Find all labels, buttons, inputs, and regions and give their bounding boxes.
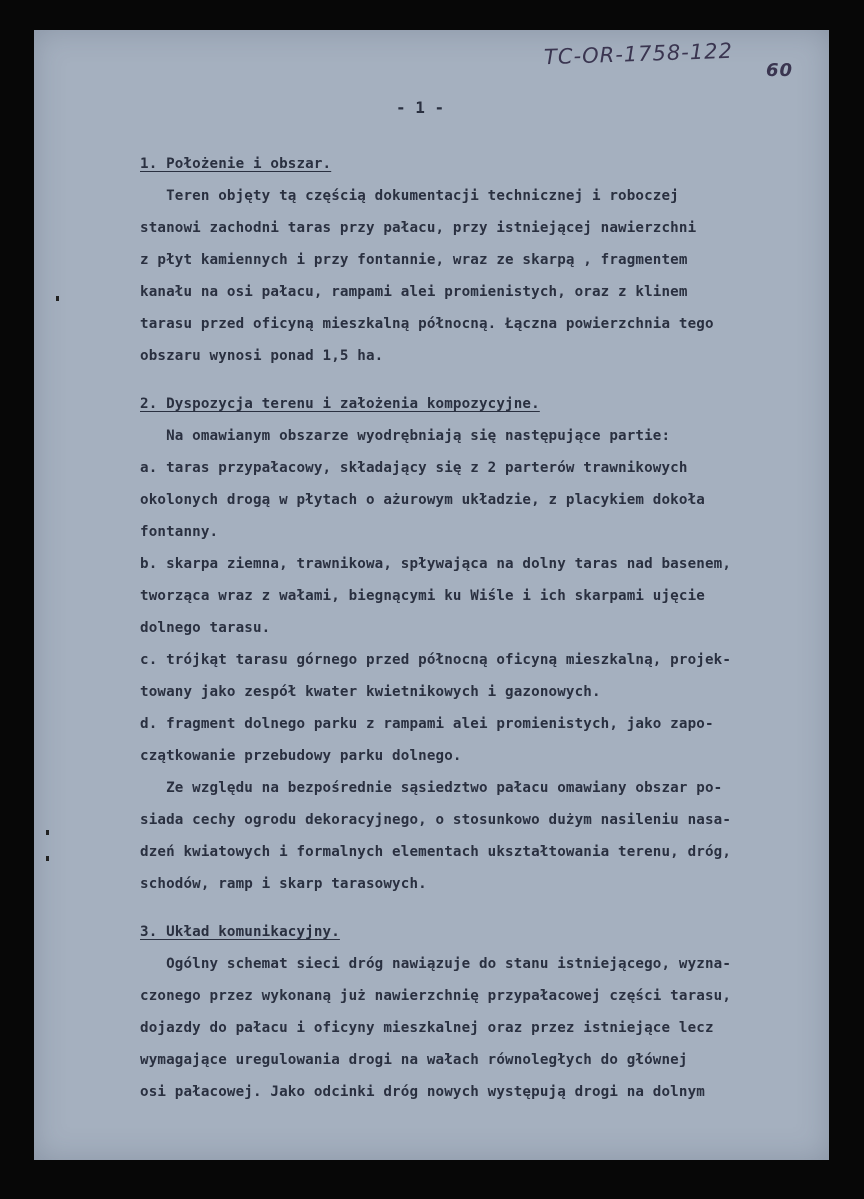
text-line: Teren objęty tą częścią dokumentacji technicznej i roboczej bbox=[140, 188, 697, 204]
section-heading: 2. Dyspozycja terenu i założenia kompozycyjne. bbox=[140, 396, 540, 412]
text-line: schodów, ramp i skarp tarasowych. bbox=[140, 876, 427, 892]
section-heading: 3. Układ komunikacyjny. bbox=[140, 924, 340, 940]
text-line: dojazdy do pałacu i oficyny mieszkalnej oraz przez istniejące lecz bbox=[140, 1020, 714, 1036]
text-line: osi pałacowej. Jako odcinki dróg nowych występują drogi na dolnym bbox=[140, 1084, 705, 1100]
text-line: tworząca wraz z wałami, biegnącymi ku Wiśle i ich skarpami ujęcie bbox=[140, 588, 705, 604]
text-line: czonego przez wykonaną już nawierzchnię przypałacowej części tarasu, bbox=[140, 988, 732, 1004]
binding-hole-mark bbox=[46, 856, 49, 861]
section-heading: 1. Położenie i obszar. bbox=[140, 156, 332, 172]
text-line: Ze względu na bezpośrednie sąsiedztwo pałacu omawiany obszar po- bbox=[140, 780, 723, 796]
text-line: czątkowanie przebudowy parku dolnego. bbox=[140, 748, 462, 764]
text-line: wymagające uregulowania drogi na wałach równoległych do głównej bbox=[140, 1052, 688, 1068]
document-page bbox=[34, 30, 829, 1160]
text-line: b. skarpa ziemna, trawnikowa, spływająca na dolny taras nad basenem, bbox=[140, 556, 732, 572]
folio-number: 60 bbox=[766, 60, 794, 81]
text-line: Na omawianym obszarze wyodrębniają się następujące partie: bbox=[140, 428, 671, 444]
text-line: fontanny. bbox=[140, 524, 219, 540]
text-line: siada cechy ogrodu dekoracyjnego, o stosunkowo dużym nasileniu nasa- bbox=[140, 812, 732, 828]
archive-reference: TC-OR-1758-122 bbox=[543, 38, 734, 70]
text-line: stanowi zachodni taras przy pałacu, przy istniejącej nawierzchni bbox=[140, 220, 697, 236]
binding-hole-mark bbox=[46, 830, 49, 835]
text-line: tarasu przed oficyną mieszkalną północną. Łączna powierzchnia tego bbox=[140, 316, 714, 332]
text-line: c. trójkąt tarasu górnego przed północną oficyną mieszkalną, projek- bbox=[140, 652, 732, 668]
page-number: - 1 - bbox=[396, 98, 445, 117]
text-line: z płyt kamiennych i przy fontannie, wraz ze skarpą , fragmentem bbox=[140, 252, 688, 268]
binding-hole-mark bbox=[56, 296, 59, 301]
text-line: towany jako zespół kwater kwietnikowych i gazonowych. bbox=[140, 684, 601, 700]
text-line: okolonych drogą w płytach o ażurowym układzie, z placykiem dokoła bbox=[140, 492, 705, 508]
text-line: a. taras przypałacowy, składający się z 2 parterów trawnikowych bbox=[140, 460, 688, 476]
text-line: dzeń kwiatowych i formalnych elementach ukształtowania terenu, dróg, bbox=[140, 844, 732, 860]
text-line: kanału na osi pałacu, rampami alei promienistych, oraz z klinem bbox=[140, 284, 688, 300]
text-line: dolnego tarasu. bbox=[140, 620, 271, 636]
text-line: obszaru wynosi ponad 1,5 ha. bbox=[140, 348, 384, 364]
text-line: Ogólny schemat sieci dróg nawiązuje do stanu istniejącego, wyzna- bbox=[140, 956, 732, 972]
text-line: d. fragment dolnego parku z rampami alei promienistych, jako zapo- bbox=[140, 716, 714, 732]
